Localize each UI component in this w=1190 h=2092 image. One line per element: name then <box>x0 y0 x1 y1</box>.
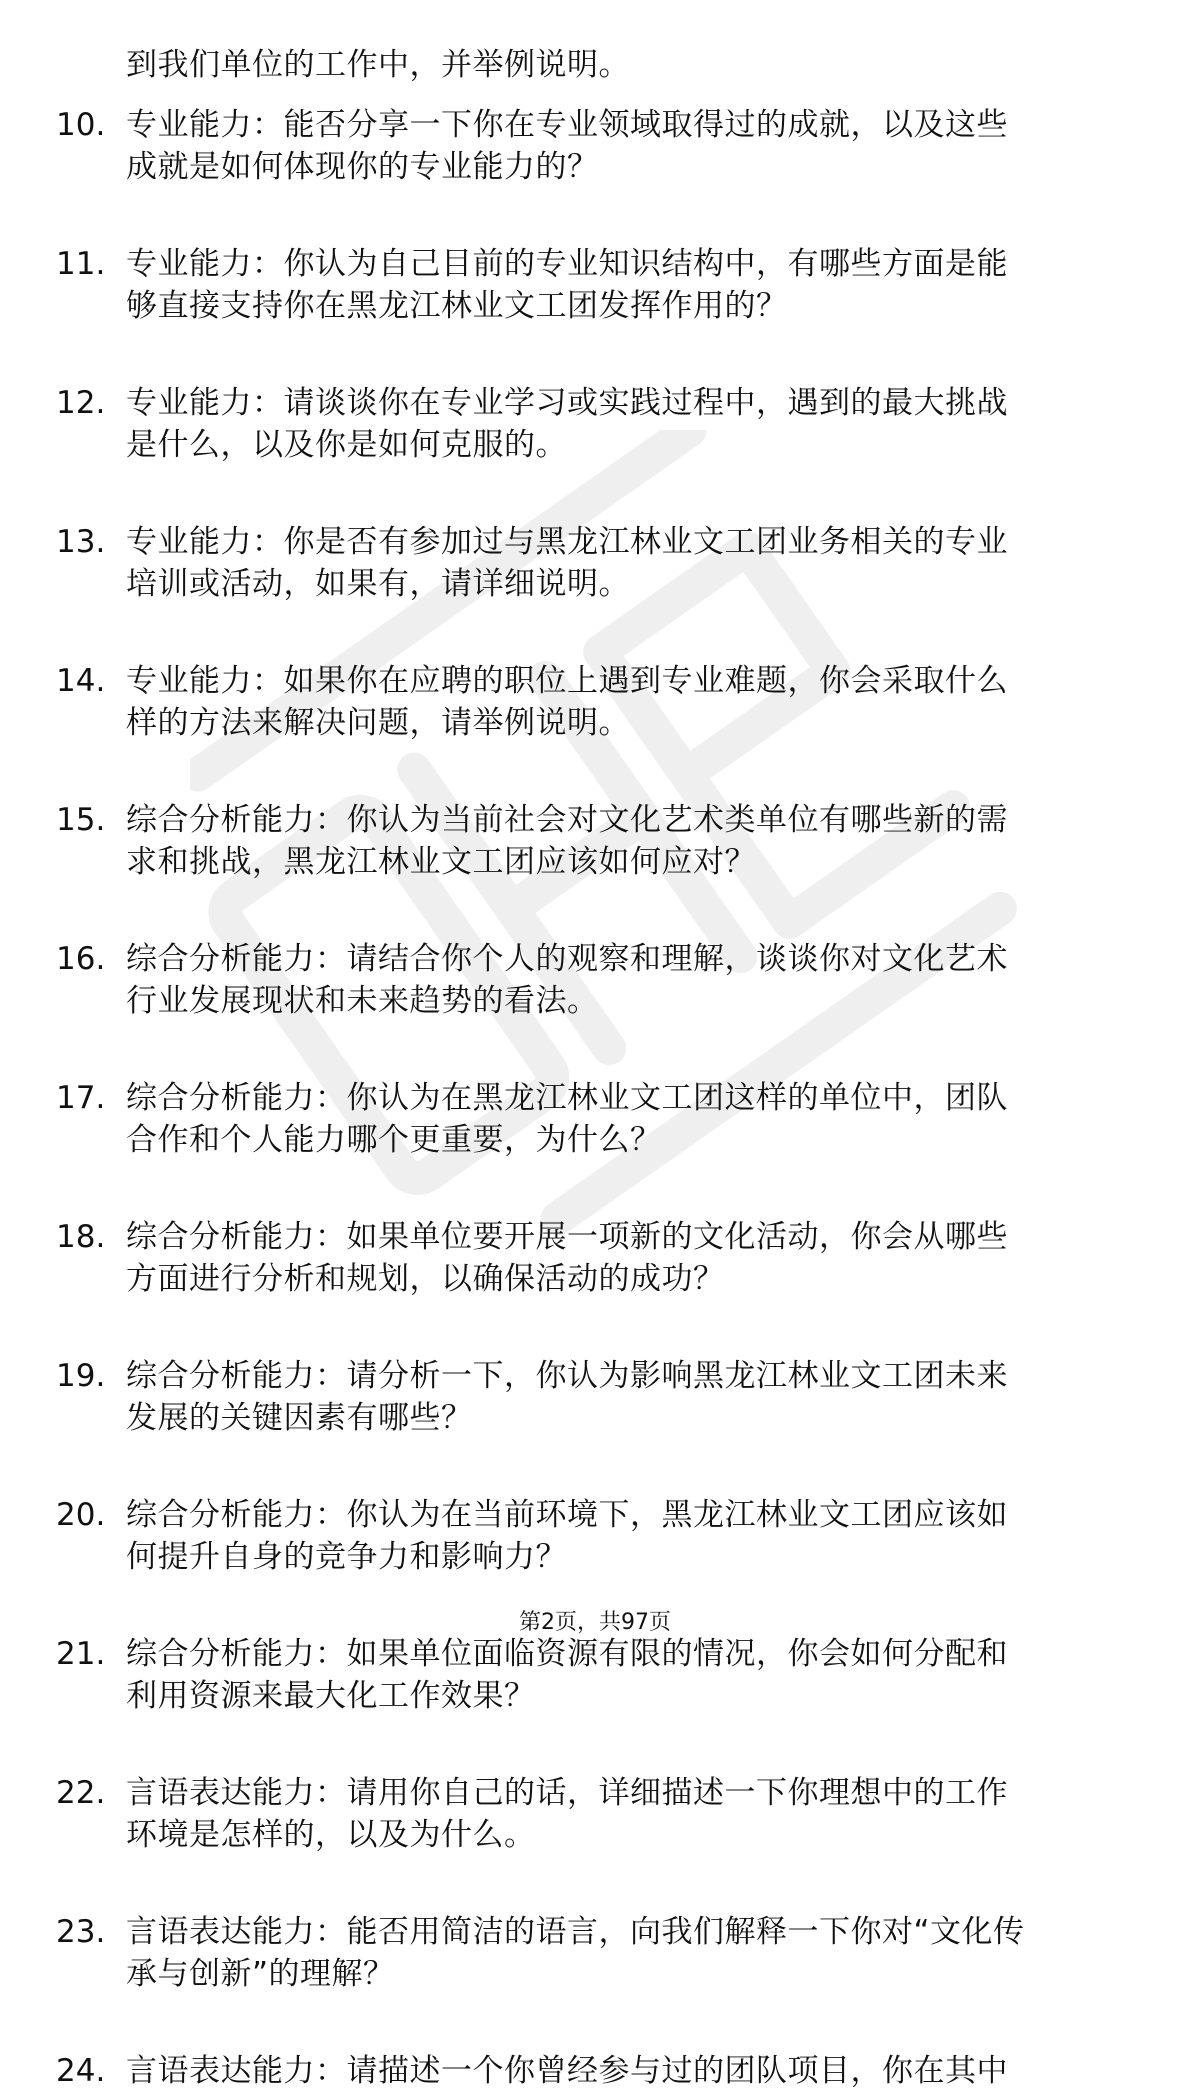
item-text <box>126 1633 1126 1717</box>
item-text <box>126 938 1126 1022</box>
item-text-line: 综合分析能力：请结合你个人的观察和理解，谈谈你对文化艺术 <box>126 941 1008 977</box>
item-text-line: 利用资源来最大化工作效果？ <box>126 1678 536 1714</box>
list-item <box>0 1772 1190 1856</box>
item-text <box>126 1216 1126 1300</box>
item-number: 13. <box>56 524 106 560</box>
item-number: 18. <box>56 1219 106 1255</box>
list-item <box>0 1355 1190 1439</box>
item-number: 11. <box>56 246 106 282</box>
item-number: 14. <box>56 663 106 699</box>
list-item <box>0 1216 1190 1300</box>
item-text-line: 综合分析能力：如果单位要开展一项新的文化活动，你会从哪些 <box>126 1219 1008 1255</box>
list-item <box>0 1077 1190 1161</box>
list-item <box>0 521 1190 605</box>
item-text-line: 言语表达能力：请描述一个你曾经参与过的团队项目，你在其中 <box>126 2053 1008 2089</box>
item-text <box>126 660 1126 744</box>
item-number: 22. <box>56 1775 106 1811</box>
item-text-line: 求和挑战，黑龙江林业文工团应该如何应对？ <box>126 844 756 880</box>
item-text-line: 发展的关键因素有哪些？ <box>126 1400 473 1436</box>
item-text-line: 综合分析能力：你认为在当前环境下，黑龙江林业文工团应该如 <box>126 1497 1008 1533</box>
item-text-line: 是什么，以及你是如何克服的。 <box>126 427 567 463</box>
item-number: 16. <box>56 941 106 977</box>
item-text-line: 方面进行分析和规划，以确保活动的成功？ <box>126 1261 725 1297</box>
item-text <box>126 382 1126 466</box>
item-text-line: 综合分析能力：你认为在黑龙江林业文工团这样的单位中，团队 <box>126 1080 1008 1116</box>
item-text-line: 培训或活动，如果有，请详细说明。 <box>126 566 630 602</box>
item-text-line: 综合分析能力：请分析一下，你认为影响黑龙江林业文工团未来 <box>126 1358 1008 1394</box>
list-item <box>0 1494 1190 1578</box>
item-text-line: 合作和个人能力哪个更重要，为什么？ <box>126 1122 662 1158</box>
item-number: 15. <box>56 802 106 838</box>
item-text-line: 承与创新”的理解？ <box>126 1956 395 1992</box>
item-number: 23. <box>56 1914 106 1950</box>
item-number: 12. <box>56 385 106 421</box>
item-text-line: 专业能力：请谈谈你在专业学习或实践过程中，遇到的最大挑战 <box>126 385 1008 421</box>
item-number: 19. <box>56 1358 106 1394</box>
item-number: 24. <box>56 2053 106 2089</box>
item-number: 20. <box>56 1497 106 1533</box>
item-text-line: 样的方法来解决问题，请举例说明。 <box>126 705 630 741</box>
item-text-line: 专业能力：你认为自己目前的专业知识结构中，有哪些方面是能 <box>126 246 1008 282</box>
item-text <box>126 1772 1126 1856</box>
item-number: 17. <box>56 1080 106 1116</box>
item-number: 10. <box>56 107 106 143</box>
item-text-line: 言语表达能力：能否用简洁的语言，向我们解释一下你对“文化传 <box>126 1914 1025 1950</box>
item-number: 21. <box>56 1636 106 1672</box>
item-text <box>126 1077 1126 1161</box>
item-text-line: 环境是怎样的，以及为什么。 <box>126 1817 536 1853</box>
list-item <box>0 938 1190 1022</box>
item-text-line: 专业能力：能否分享一下你在专业领域取得过的成就，以及这些 <box>126 107 1008 143</box>
item-text <box>126 1911 1126 1995</box>
item-text-line: 专业能力：如果你在应聘的职位上遇到专业难题，你会采取什么 <box>126 663 1008 699</box>
list-item <box>0 1633 1190 1717</box>
item-text-line: 够直接支持你在黑龙江林业文工团发挥作用的？ <box>126 288 788 324</box>
question-list <box>0 104 1190 2092</box>
list-item <box>0 104 1190 188</box>
item-text-line: 行业发展现状和未来趋势的看法。 <box>126 983 599 1019</box>
item-text <box>126 243 1126 327</box>
item-text <box>126 2050 1126 2092</box>
item-text-line: 言语表达能力：请用你自己的话，详细描述一下你理想中的工作 <box>126 1775 1008 1811</box>
item-text <box>126 104 1126 188</box>
item-text <box>126 1494 1126 1578</box>
list-item <box>0 799 1190 883</box>
item-text <box>126 799 1126 883</box>
continuation-line: 到我们单位的工作中，并举例说明。 <box>126 47 630 83</box>
list-item <box>0 660 1190 744</box>
item-text <box>126 1355 1126 1439</box>
list-item <box>0 382 1190 466</box>
page-footer: 第2页，共97页 <box>519 1610 671 1635</box>
item-text-line: 专业能力：你是否有参加过与黑龙江林业文工团业务相关的专业 <box>126 524 1008 560</box>
item-text-line: 成就是如何体现你的专业能力的？ <box>126 149 599 185</box>
item-text-line: 综合分析能力：你认为当前社会对文化艺术类单位有哪些新的需 <box>126 802 1008 838</box>
item-text <box>126 521 1126 605</box>
item-text-line: 综合分析能力：如果单位面临资源有限的情况，你会如何分配和 <box>126 1636 1008 1672</box>
item-text-line: 何提升自身的竞争力和影响力？ <box>126 1539 567 1575</box>
list-item <box>0 2050 1190 2092</box>
list-item <box>0 243 1190 327</box>
list-item <box>0 1911 1190 1995</box>
document-content <box>0 44 1190 2092</box>
